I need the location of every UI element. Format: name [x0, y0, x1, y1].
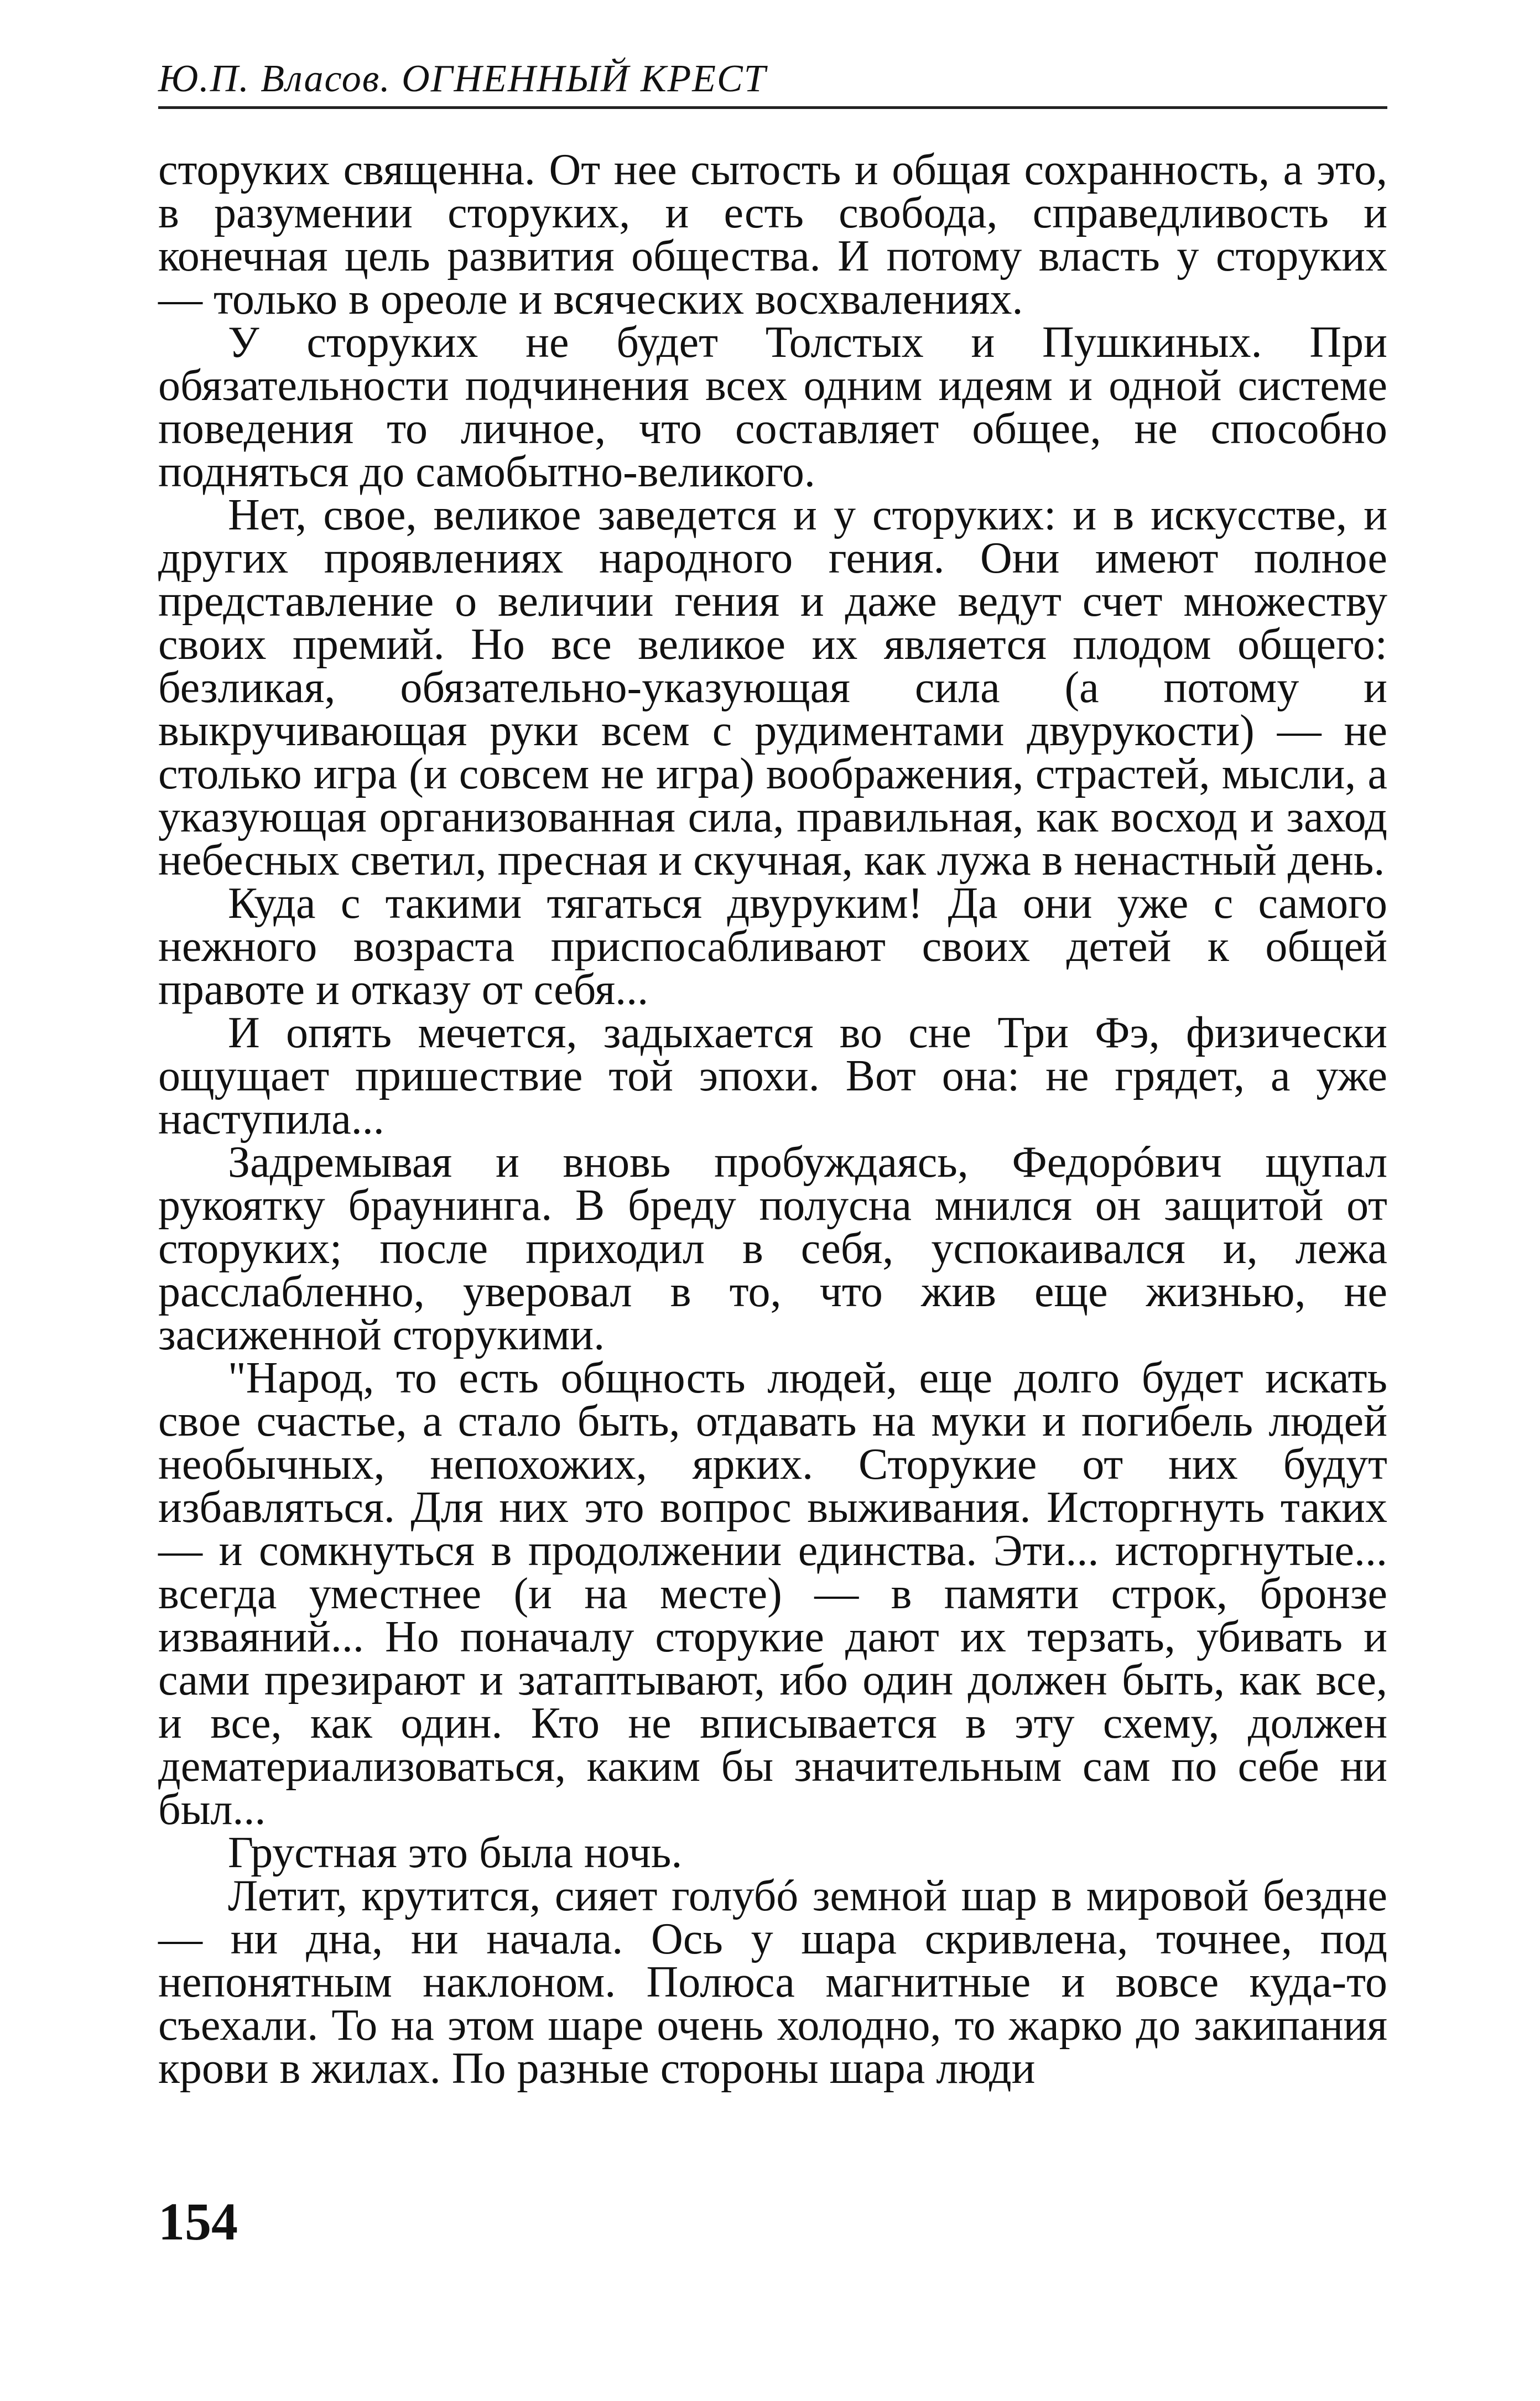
running-head: Ю.П. Власов. ОГНЕННЫЙ КРЕСТ [158, 58, 767, 100]
body-text [158, 145, 1387, 2093]
paragraph-continued: сторуких священна. От нее сытость и общая сохранность, а это, в разумении сторуких, и есть свобода, справедливость и конечная цель развития общества. И потому власть у сторуких — только в ореоле и всяческих восхвалениях. [158, 145, 1387, 324]
paragraph: "Народ, то есть общность людей, еще долго будет искать свое счастье, а стало быть, отдавать на муки и погибель людей необычных, непохожих, ярких. Сторукие от них будут избавляться. Для них это вопрос выживания. Исторгнуть таких — и сомкнуться в продолжении единства. Эти... исторгнутые... всегда уместнее (и на месте) — в памяти строк, бронзе изваяний... Но поначалу сторукие дают их терзать, убивать и сами презирают и затаптывают, ибо один должен быть, как все, и все, как один. Кто не вписывается в эту схему, должен дематериализоваться, каким бы значительным сам по себе ни был... [158, 1354, 1387, 1834]
paragraph: Нет, свое, великое заведется и у сторуких: и в искусстве, и других проявлениях народного гения. Они имеют полное представление о величии гения и даже ведут счет множеству своих премий. Но все великое их является плодом общего: безликая, обязательно-указующая сила (а потому и выкручивающая руки всем с рудиментами двурукости) — не столько игра (и совсем не игра) воображения, страстей, мысли, а указующая организованная сила, правильная, как восход и заход небесных светил, пресная и скучная, как лужа в ненастный день. [158, 491, 1387, 885]
paragraph: У сторуких не будет Толстых и Пушкиных. При обязательности подчинения всех одним идеям и одной системе поведения то личное, что составляет общее, не способно подняться до самобытно-великого. [158, 318, 1387, 496]
paragraph: И опять мечется, задыхается во сне Три Фэ, физически ощущает пришествие той эпохи. Вот она: не грядет, а уже наступила... [158, 1009, 1387, 1144]
paragraph: Грустная это была ночь. [228, 1828, 683, 1877]
paragraph: Задремывая и вновь пробуждаясь, Федорóвич щупал рукоятку браунинга. В бреду полусна мнился он защитой от сторуких; после приходил в себя, успокаивался и, лежа расслабленно, уверовал в то, что жив еще жизнью, не засиженной сторукими. [158, 1138, 1387, 1359]
paragraph: Летит, крутится, сияет голубó земной шар в мировой бездне — ни дна, ни начала. Ось у шара скривлена, точнее, под непонятным наклоном. Полюса магнитные и вовсе куда-то съехали. То на этом шаре очень холодно, то жарко до закипания крови в жилах. По разные стороны шара люди [158, 1872, 1387, 2093]
page-number: 154 [158, 2192, 238, 2251]
paragraph: Куда с такими тягаться двуруким! Да они уже с самого нежного возраста приспосабливают своих детей к общей правоте и отказу от себя... [158, 879, 1387, 1014]
header-rule [158, 106, 1387, 109]
